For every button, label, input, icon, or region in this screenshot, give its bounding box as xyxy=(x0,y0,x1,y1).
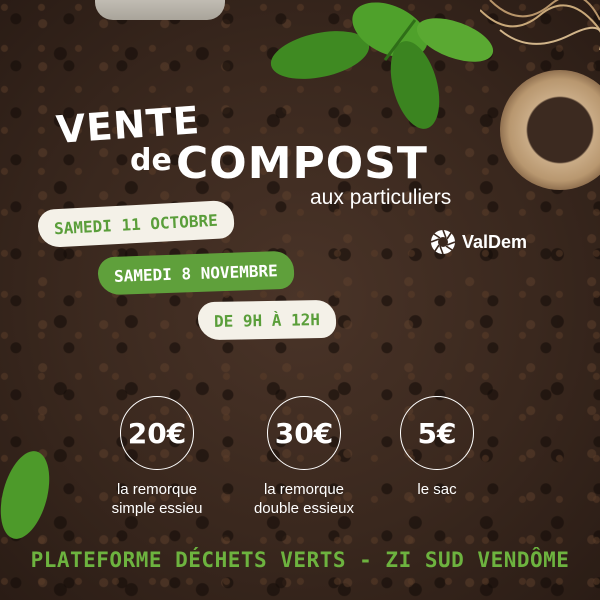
price-value: 20€ xyxy=(127,416,187,450)
logo-text: ValDem xyxy=(462,231,528,252)
price-bag xyxy=(352,396,522,499)
peat-pot-icon xyxy=(500,70,600,190)
twine-icon xyxy=(480,0,600,60)
title-de: de xyxy=(130,143,172,178)
subtitle: aux particuliers xyxy=(310,186,452,209)
date-1-badge: SAMEDI 11 OCTOBRE xyxy=(37,200,234,248)
plant-icon xyxy=(265,0,495,130)
price-label: la remorque simple essieu xyxy=(111,481,203,517)
camera-aperture-icon xyxy=(430,229,456,255)
shovel-icon xyxy=(95,0,225,20)
price-value: 5€ xyxy=(417,416,457,450)
date-2-badge: SAMEDI 8 NOVEMBRE xyxy=(97,251,294,296)
price-label: la remorque double essieux xyxy=(253,481,355,517)
title-compost: COMPOST xyxy=(176,138,428,189)
price-label: le sac xyxy=(417,481,457,498)
leaf-icon xyxy=(0,420,80,550)
title-vente: VENTE xyxy=(54,98,202,152)
price-circle xyxy=(400,396,474,470)
price-value: 30€ xyxy=(274,416,334,450)
footer-location: PLATEFORME DÉCHETS VERTS - ZI SUD VENDÔME xyxy=(30,548,570,572)
price-circle xyxy=(120,396,194,470)
price-circle xyxy=(267,396,341,470)
hours-badge: DE 9H À 12H xyxy=(198,300,337,340)
valdem-logo xyxy=(430,229,527,255)
price-trailer-single xyxy=(72,396,242,518)
